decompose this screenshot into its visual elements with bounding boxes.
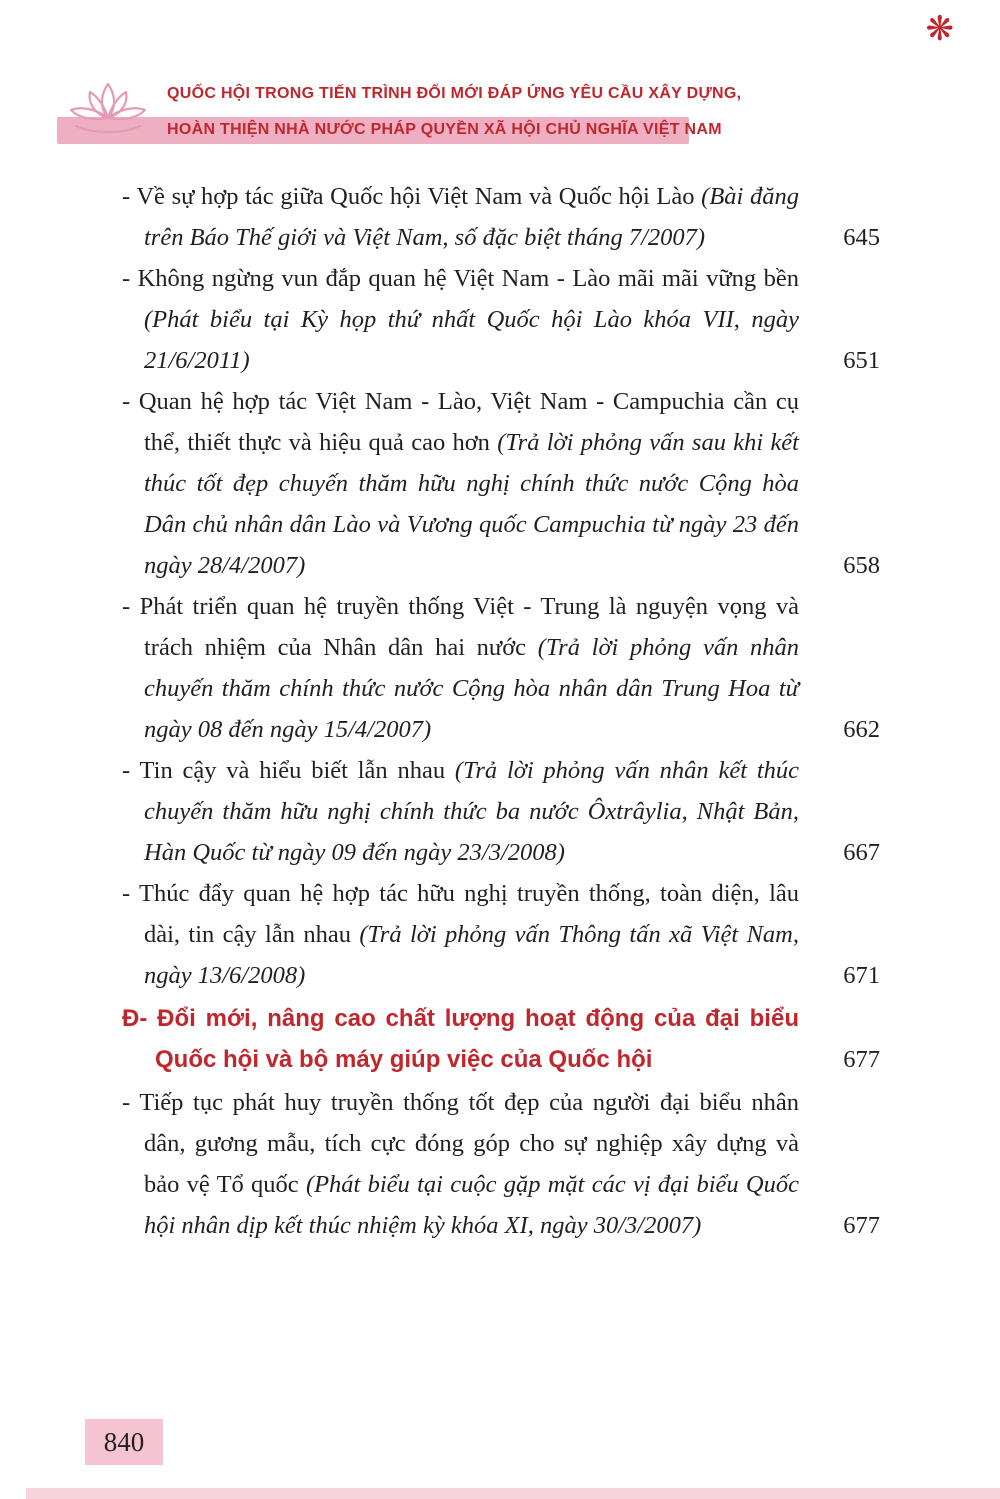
entry-marker: -: [122, 183, 137, 210]
entry-page-number: 645: [843, 224, 880, 251]
toc-list: [122, 176, 880, 1246]
header-line-2: HOÀN THIỆN NHÀ NƯỚC PHÁP QUYỀN XÃ HỘI CHỦ NGHĨA VIỆT NAM: [167, 121, 722, 138]
entry-marker: -: [122, 265, 138, 292]
entry-marker: -: [122, 388, 139, 415]
entry-source-note: (Phát biểu tại Kỳ họp thứ nhất Quốc hội Lào khóa VII, ngày 21/6/2011): [144, 306, 799, 374]
entry-title: Quan hệ hợp tác Việt Nam - Lào, Việt Nam - Campuchia cần cụ thể, thiết thực và hiệu quả cao hơn: [138, 388, 800, 456]
entry-page-number: 651: [843, 347, 880, 374]
toc-entry-text: [122, 381, 799, 586]
page-number: 840: [103, 1426, 145, 1457]
toc-entry-text: [122, 873, 799, 996]
toc-entry: [122, 381, 880, 586]
entry-page-number: 662: [843, 716, 880, 743]
entry-source-note: (Trả lời phỏng vấn nhân chuyến thăm chính thức nước Cộng hòa nhân dân Trung Hoa từ ngày 08 đến ngày 15/4/2007): [144, 634, 800, 743]
entry-page-number: 671: [843, 962, 880, 989]
entry-title: Không ngừng vun đắp quan hệ Việt Nam - Lào mãi mãi vững bền: [137, 265, 799, 292]
entry-title: Thúc đẩy quan hệ hợp tác hữu nghị truyền thống, toàn diện, lâu dài, tin cậy lẫn nhau: [139, 880, 800, 948]
entry-source-note: (Trả lời phỏng vấn Thông tấn xã Việt Nam, ngày 13/6/2008): [144, 921, 799, 989]
entry-marker: -: [122, 757, 140, 784]
entry-title: Tiếp tục phát huy truyền thống tốt đẹp của người đại biểu nhân dân, gương mẫu, tích cực đóng góp cho sự nghiệp xây dựng và bảo vệ Tổ quốc: [139, 1089, 800, 1198]
entry-marker: Đ-: [122, 1005, 158, 1032]
toc-entry-text: [122, 586, 799, 750]
running-header: [0, 80, 1000, 156]
toc-entry: [122, 176, 880, 258]
toc-entry: [122, 1082, 880, 1246]
toc-entry: [122, 873, 880, 996]
toc-section-heading: [122, 998, 880, 1080]
toc-entry-text: [122, 1082, 799, 1246]
bottom-decorative-strip: [26, 1488, 1000, 1499]
entry-marker: -: [122, 593, 140, 620]
toc-entry-text: [122, 998, 799, 1080]
entry-marker: -: [122, 1089, 140, 1116]
entry-page-number: 677: [843, 1212, 880, 1239]
toc-entry: [122, 258, 880, 381]
header-line-1: QUỐC HỘI TRONG TIẾN TRÌNH ĐỔI MỚI ĐÁP ỨNG YÊU CẦU XÂY DỰNG,: [167, 85, 742, 102]
entry-source-note: (Trả lời phỏng vấn nhân kết thúc chuyến thăm hữu nghị chính thức ba nước Ôxtrâylia, Nhật Bản, Hàn Quốc từ ngày 09 đến ngày 23/3/2008): [144, 757, 800, 866]
page-number-box: [85, 1419, 163, 1465]
entry-page-number: 677: [843, 1046, 880, 1073]
toc-entry-text: [122, 750, 799, 873]
entry-title: Về sự hợp tác giữa Quốc hội Việt Nam và Quốc hội Lào: [136, 183, 702, 210]
toc-entry: [122, 750, 880, 873]
entry-title: Tin cậy và hiểu biết lẫn nhau: [139, 757, 455, 784]
entry-marker: -: [122, 880, 139, 907]
toc-entry-text: [122, 258, 799, 381]
lotus-logo-icon: [58, 74, 158, 142]
toc-entry: [122, 586, 880, 750]
entry-page-number: 658: [843, 552, 880, 579]
corner-flower-icon: ❋: [925, 9, 954, 49]
entry-source-note: (Phát biểu tại cuộc gặp mặt các vị đại biểu Quốc hội nhân dịp kết thúc nhiệm kỳ khóa XI, ngày 30/3/2007): [144, 1171, 799, 1239]
entry-title: Đổi mới, nâng cao chất lượng hoạt động của đại biểu Quốc hội và bộ máy giúp việc của Quốc hội: [155, 1005, 799, 1073]
entry-source-note: (Trả lời phỏng vấn sau khi kết thúc tốt đẹp chuyến thăm hữu nghị chính thức nước Cộng hòa Dân chủ nhân dân Lào và Vương quốc Campuchia từ ngày 23 đến ngày 28/4/2007): [144, 429, 799, 579]
entry-title: Phát triển quan hệ truyền thống Việt - Trung là nguyện vọng và trách nhiệm của Nhân dân hai nước: [139, 593, 799, 661]
toc-entry-text: [122, 176, 799, 258]
entry-page-number: 667: [843, 839, 880, 866]
entry-source-note: (Bài đăng trên Báo Thế giới và Việt Nam, số đặc biệt tháng 7/2007): [144, 183, 799, 251]
